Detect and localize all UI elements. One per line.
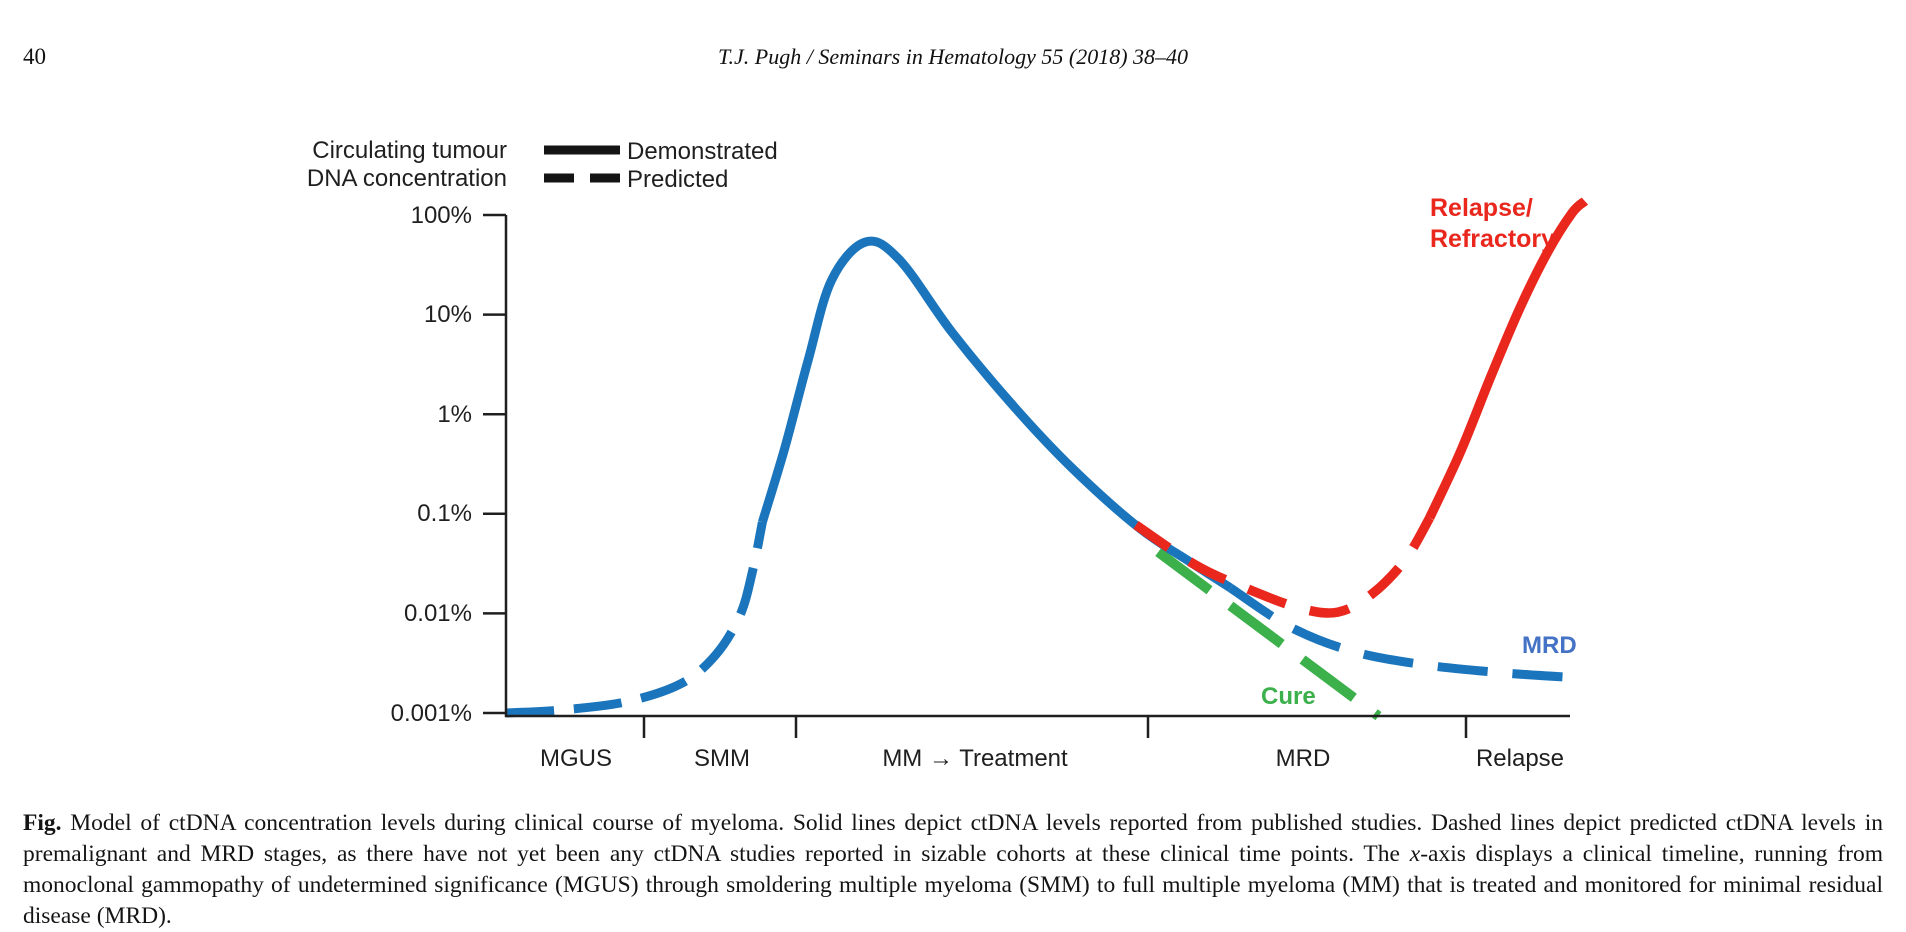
figure-caption-italic-x: x [1409,840,1421,867]
annotation-mrd: MRD [1522,632,1577,659]
legend-label-demonstrated: Demonstrated [627,138,778,165]
x-stage-label-mm-treatment: MM → Treatment [882,745,1068,772]
y-tick-label-100: 100% [410,202,472,229]
x-ticks [644,716,1466,738]
page-number: 40 [23,44,46,69]
y-tick-label-001: 0.01% [403,600,472,627]
x-stage-label-relapse: Relapse [1475,745,1565,772]
y-axis-title-line1: Circulating tumour [312,137,507,164]
curves [506,201,1585,716]
y-axis-title-line2: DNA concentration [306,165,507,192]
x-stage-label-mgus: MGUS [540,745,612,772]
y-tick-label-10: 10% [423,301,472,328]
x-stage-label-smm: SMM [694,745,750,772]
running-head: T.J. Pugh / Seminars in Hematology 55 (2018) 38–40 [717,44,1189,69]
x-stage-label-mrd: MRD [1275,745,1331,772]
legend-label-predicted: Predicted [627,166,729,193]
annotation-cure: Cure [1261,683,1316,710]
annotation-relapse-line2: Refractory [1430,225,1556,253]
y-tick-label-1: 1% [437,401,472,428]
figure-caption-label: Fig. [23,809,62,836]
y-ticks [483,215,506,713]
annotation-relapse-line1: Relapse/ [1430,194,1533,222]
y-tick-label-0001: 0.001% [390,700,472,727]
figure-caption-body-2: -axis displays a clinical timeline, running from monoclonal gammopathy of undetermined significance (MGUS) through smoldering multiple myeloma (SMM) to full multiple myeloma (MM) that is treated and monitored for minimal residual disease (MRD). [23,840,1884,929]
curve-ctdna-premalignant-predicted [506,522,762,713]
axis-frame [506,215,1570,716]
y-tick-label-01: 0.1% [417,500,472,527]
curve-ctdna-mm-demonstrated [762,241,1230,588]
figure-caption [23,808,1883,932]
figure-caption-body-1: Model of ctDNA concentration levels during clinical course of myeloma. Solid lines depict ctDNA levels reported from published studies. Dashed lines depict predicted ctDNA levels in premalignant and MRD stages, as there have not yet been any ctDNA studies reported in sizable cohorts at these clinical time points. The [23,809,1883,867]
